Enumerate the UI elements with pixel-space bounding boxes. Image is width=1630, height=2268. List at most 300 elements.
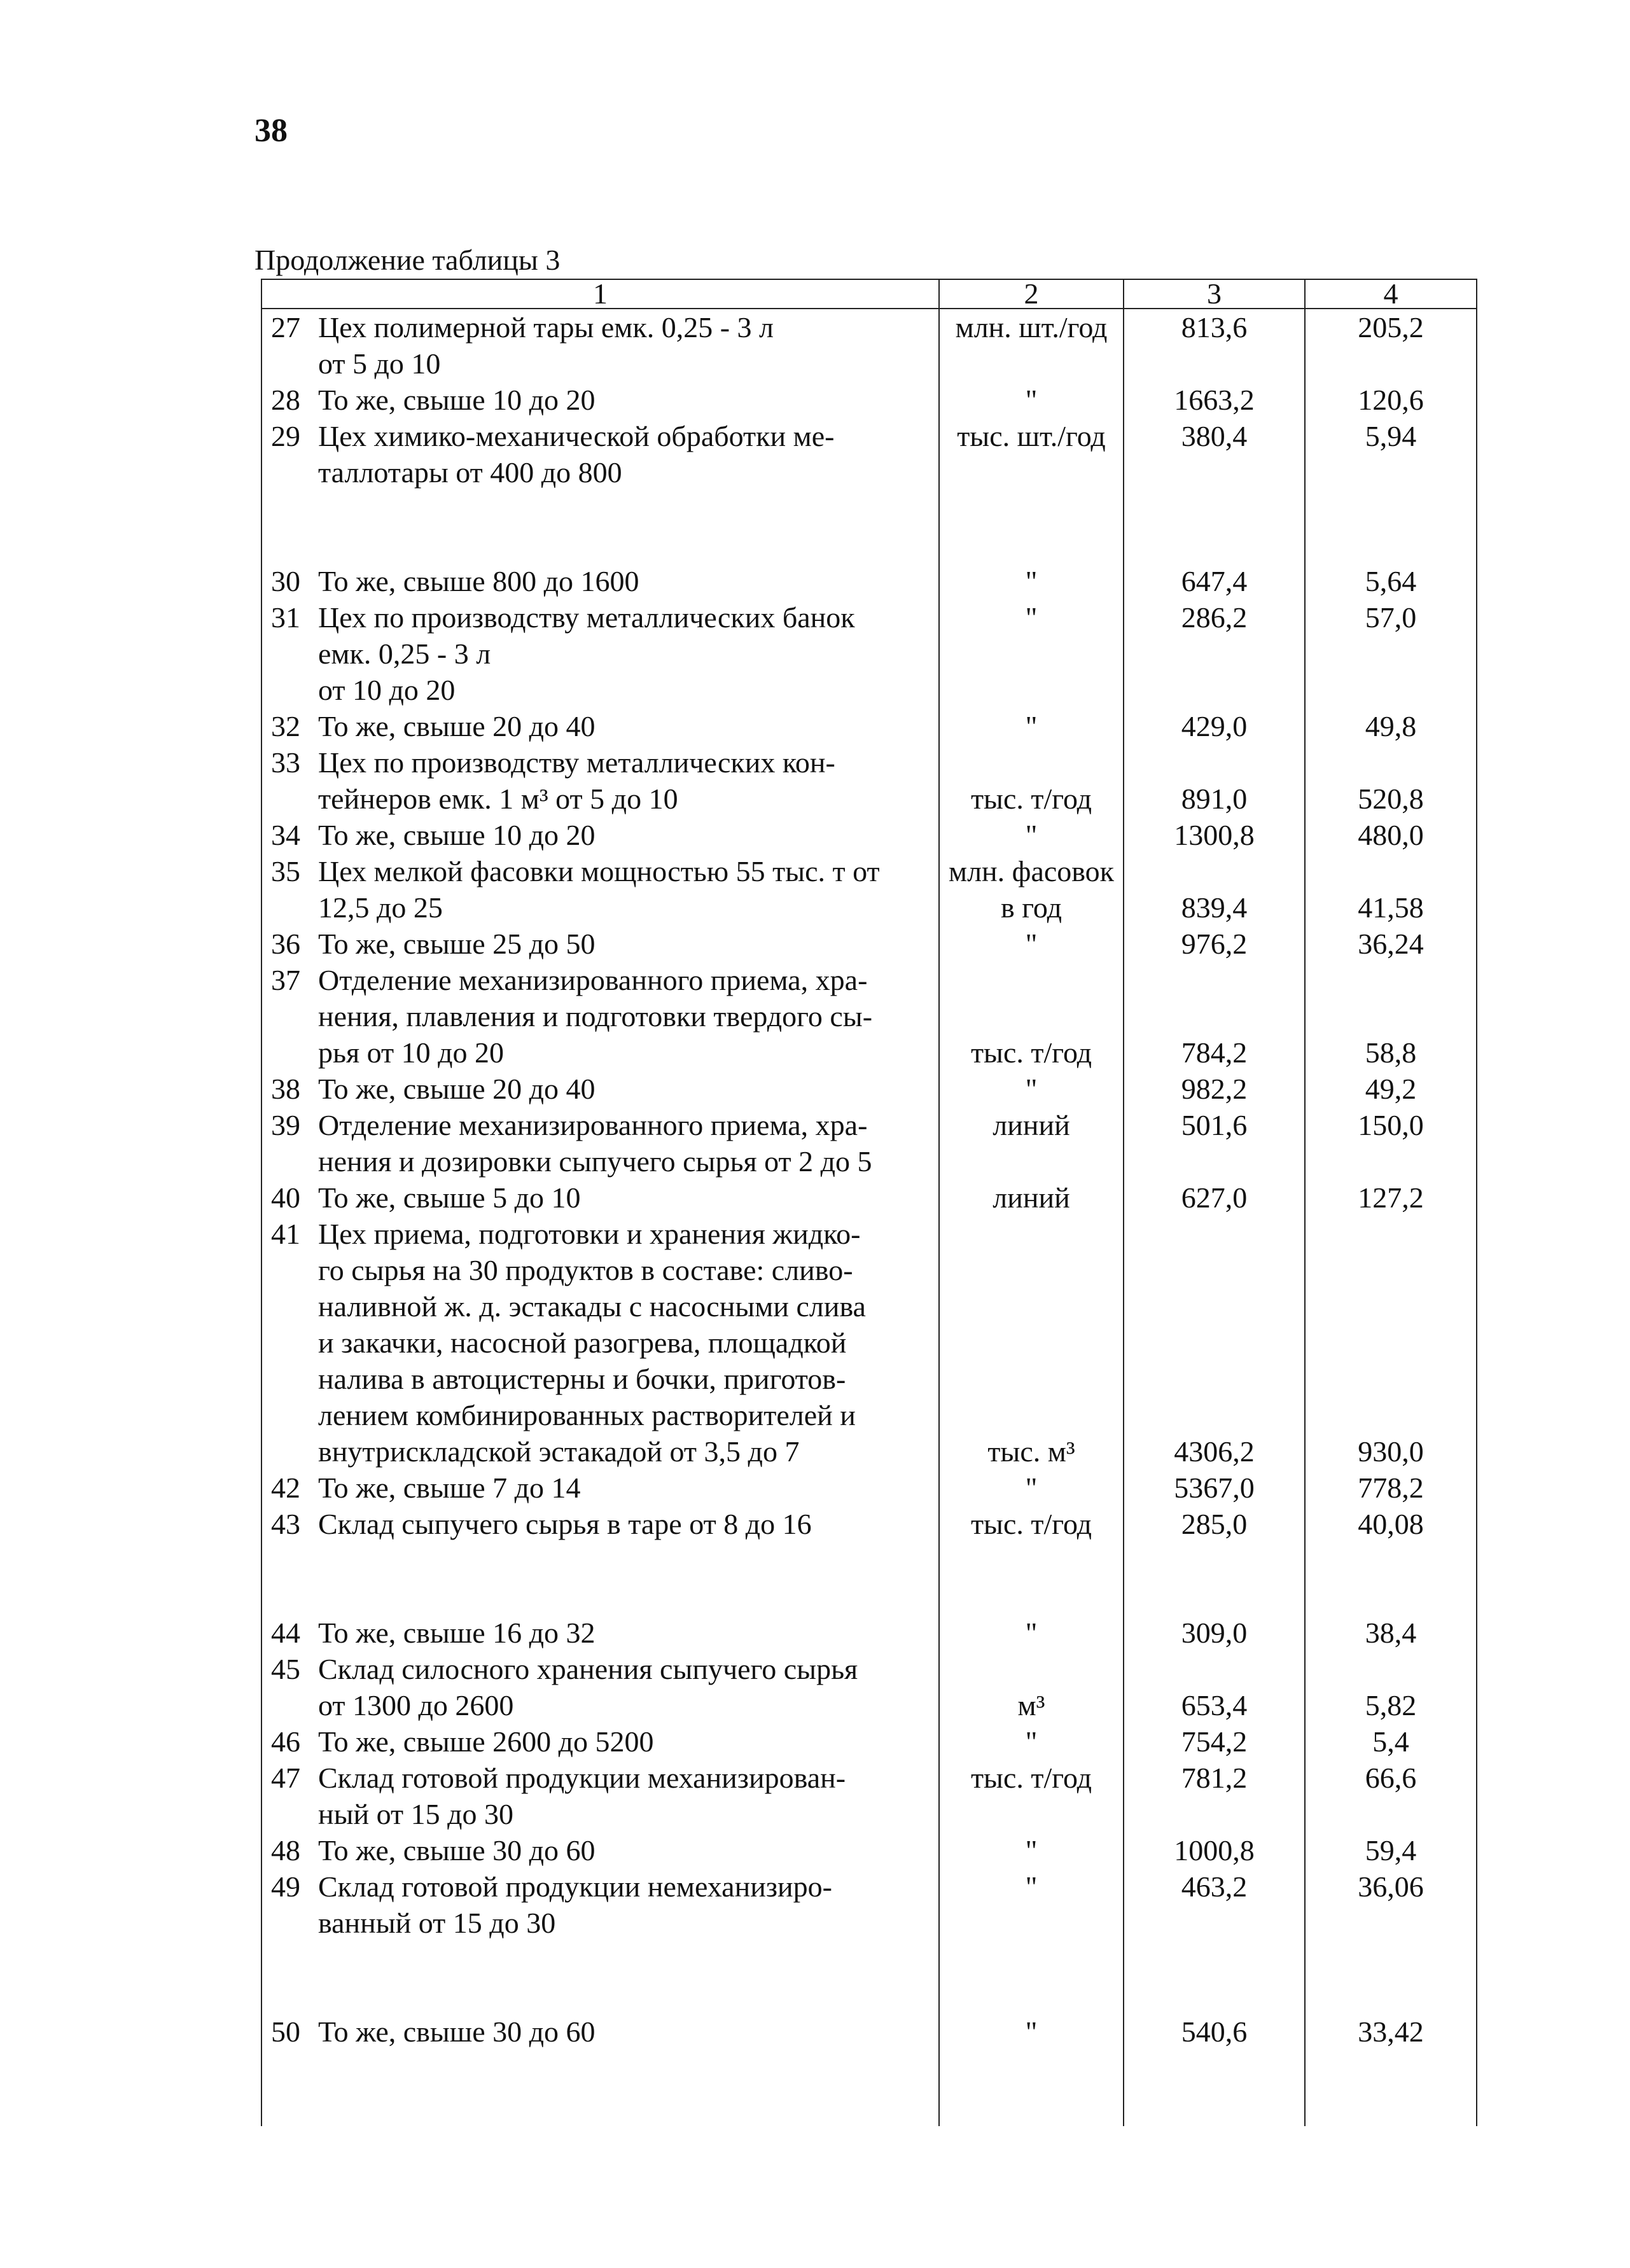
cell-spacer (1124, 1361, 1304, 1397)
cell-value: 4306,2 (1174, 1435, 1255, 1468)
row-description (318, 1723, 938, 1760)
description-line: лением комбинированных растворителей и (318, 1399, 856, 1431)
description-line: Цех мелкой фасовки мощностью 55 тыс. т от (318, 855, 880, 887)
row-unit-cell (939, 853, 1124, 926)
table-row (261, 1179, 1477, 1216)
spacer-cell (261, 1941, 939, 2014)
row-description (318, 1216, 938, 1470)
row-value-col4 (1305, 1760, 1477, 1832)
row-description-cell (261, 1107, 939, 1179)
row-description-cell (261, 599, 939, 708)
row-value-col4 (1305, 599, 1477, 708)
cell-value: 150,0 (1358, 1109, 1424, 1141)
row-number: 31 (271, 601, 300, 634)
cell-spacer (1124, 1252, 1304, 1288)
table-spacer-row (261, 490, 1477, 563)
cell-spacer (1306, 1252, 1476, 1288)
row-value-col4 (1305, 1071, 1477, 1107)
row-description (318, 708, 938, 744)
row-description (318, 2014, 938, 2050)
row-description-cell (261, 926, 939, 962)
data-table (261, 279, 1477, 2126)
cell-value: 380,4 (1181, 420, 1248, 452)
cell-spacer (940, 1397, 1123, 1433)
description-line: То же, свыше 25 до 50 (318, 928, 596, 960)
column-header-4: 4 (1305, 279, 1477, 309)
description-line: Склад силосного хранения сыпучего сырья (318, 1653, 858, 1685)
row-description (318, 1506, 938, 1542)
cell-value: 66,6 (1365, 1762, 1417, 1794)
spacer-cell (939, 1542, 1124, 1615)
table-row (261, 962, 1477, 1071)
row-description (318, 1651, 938, 1723)
cell-spacer (1124, 1651, 1304, 1687)
row-value-col3 (1124, 418, 1305, 490)
cell-value: 930,0 (1358, 1435, 1424, 1468)
description-line: То же, свыше 16 до 32 (318, 1617, 596, 1649)
cell-value: 501,6 (1181, 1109, 1248, 1141)
row-unit-cell (939, 1868, 1124, 1941)
trailing-cell (1124, 2050, 1305, 2126)
row-value-col4 (1305, 926, 1477, 962)
description-line: То же, свыше 10 до 20 (318, 384, 596, 416)
row-description (318, 418, 938, 490)
spacer-cell (261, 490, 939, 563)
row-value-col3 (1124, 1071, 1305, 1107)
row-description (318, 962, 938, 1071)
table-caption: Продолжение таблицы 3 (254, 244, 561, 276)
row-number: 38 (271, 1073, 300, 1105)
row-number: 47 (271, 1762, 300, 1794)
row-description-cell (261, 744, 939, 817)
row-description (318, 1470, 938, 1506)
spacer-cell (1305, 1941, 1477, 2014)
description-line: Склад готовой продукции механизирован- (318, 1762, 846, 1794)
description-line: наливной ж. д. эстакады с насосными слива (318, 1290, 866, 1323)
cell-value: " (1025, 1870, 1038, 1903)
row-number: 36 (271, 928, 300, 960)
cell-spacer (1124, 1325, 1304, 1361)
cell-value: 5,94 (1365, 420, 1417, 452)
row-number: 39 (271, 1109, 300, 1141)
row-unit-cell (939, 1651, 1124, 1723)
cell-value: 540,6 (1181, 2015, 1248, 2048)
table-row (261, 599, 1477, 708)
row-value-col4 (1305, 708, 1477, 744)
row-value-col4 (1305, 2014, 1477, 2050)
page-number: 38 (254, 113, 288, 149)
description-line: от 1300 до 2600 (318, 1689, 514, 1722)
row-number: 27 (271, 311, 300, 344)
row-value-col4 (1305, 1615, 1477, 1651)
spacer-cell (261, 1542, 939, 1615)
row-value-col4 (1305, 309, 1477, 382)
description-line: Отделение механизированного приема, хра- (318, 964, 868, 996)
cell-value: 839,4 (1181, 891, 1248, 924)
cell-spacer (940, 998, 1123, 1034)
cell-value: 286,2 (1181, 601, 1248, 634)
description-line: от 10 до 20 (318, 674, 456, 706)
description-line: 12,5 до 25 (318, 891, 443, 924)
row-value-col3 (1124, 309, 1305, 382)
row-description (318, 1760, 938, 1832)
row-value-col3 (1124, 1615, 1305, 1651)
cell-value: 49,2 (1365, 1073, 1417, 1105)
row-value-col3 (1124, 1506, 1305, 1542)
table-container (261, 279, 1476, 2126)
cell-value: 58,8 (1365, 1036, 1417, 1069)
row-value-col3 (1124, 1760, 1305, 1832)
spacer-cell (939, 1941, 1124, 2014)
row-value-col3 (1124, 1107, 1305, 1179)
table-row (261, 1832, 1477, 1868)
trailing-cell (1305, 2050, 1477, 2126)
table-row (261, 1470, 1477, 1506)
table-row (261, 1651, 1477, 1723)
row-number: 28 (271, 384, 300, 416)
cell-value: линий (993, 1109, 1070, 1141)
table-header-row (261, 279, 1477, 309)
row-description-cell (261, 1760, 939, 1832)
row-value-col3 (1124, 382, 1305, 418)
description-line: То же, свыше 7 до 14 (318, 1471, 581, 1504)
row-number: 46 (271, 1725, 300, 1758)
row-unit-cell (939, 962, 1124, 1071)
cell-value: " (1025, 601, 1038, 634)
row-value-col3 (1124, 744, 1305, 817)
row-description-cell (261, 962, 939, 1071)
table-row (261, 1760, 1477, 1832)
row-unit-cell (939, 1506, 1124, 1542)
cell-value: " (1025, 928, 1038, 960)
row-value-col4 (1305, 744, 1477, 817)
spacer-cell (1124, 1941, 1305, 2014)
table-row (261, 708, 1477, 744)
cell-value: 891,0 (1181, 783, 1248, 815)
cell-spacer (1124, 744, 1304, 781)
row-number: 37 (271, 964, 300, 996)
cell-value: 647,4 (1181, 565, 1248, 597)
spacer-cell (939, 490, 1124, 563)
row-number: 35 (271, 855, 300, 887)
trailing-cell (939, 2050, 1124, 2126)
cell-value: 429,0 (1181, 710, 1248, 742)
cell-value: " (1025, 1471, 1038, 1504)
cell-spacer (940, 1288, 1123, 1325)
cell-spacer (1124, 853, 1304, 889)
row-unit-cell (939, 563, 1124, 599)
row-unit-cell (939, 1107, 1124, 1179)
table-row (261, 926, 1477, 962)
description-line: То же, свыше 5 до 10 (318, 1181, 581, 1214)
description-line: нения и дозировки сыпучего сырья от 2 до 5 (318, 1145, 872, 1178)
cell-spacer (940, 1651, 1123, 1687)
row-unit-cell (939, 817, 1124, 853)
table-row (261, 1071, 1477, 1107)
row-value-col4 (1305, 1723, 1477, 1760)
row-description (318, 1179, 938, 1216)
row-value-col3 (1124, 817, 1305, 853)
description-line: То же, свыше 30 до 60 (318, 1834, 596, 1867)
row-unit-cell (939, 309, 1124, 382)
cell-value: 781,2 (1181, 1762, 1248, 1794)
table-spacer-row (261, 1542, 1477, 1615)
cell-value: 57,0 (1365, 601, 1417, 634)
row-value-col3 (1124, 1179, 1305, 1216)
cell-value: тыс. т/год (970, 1036, 1092, 1069)
row-number: 44 (271, 1617, 300, 1649)
row-unit-cell (939, 1216, 1124, 1470)
row-number: 45 (271, 1653, 300, 1685)
row-value-col4 (1305, 1506, 1477, 1542)
cell-spacer (940, 1252, 1123, 1288)
description-line: Склад сыпучего сырья в таре от 8 до 16 (318, 1508, 812, 1540)
cell-value: тыс. шт./год (957, 420, 1106, 452)
cell-value: тыс. т/год (970, 783, 1092, 815)
table-row (261, 1216, 1477, 1470)
description-line: То же, свыше 20 до 40 (318, 1073, 596, 1105)
column-header-3: 3 (1124, 279, 1305, 309)
row-description (318, 1071, 938, 1107)
cell-spacer (1124, 1288, 1304, 1325)
description-line: То же, свыше 30 до 60 (318, 2015, 596, 2048)
table-row (261, 418, 1477, 490)
table-row (261, 563, 1477, 599)
cell-value: " (1025, 565, 1038, 597)
row-value-col3 (1124, 2014, 1305, 2050)
row-value-col4 (1305, 563, 1477, 599)
cell-value: 40,08 (1358, 1508, 1424, 1540)
row-value-col4 (1305, 962, 1477, 1071)
description-line: Цех химико-механической обработки ме- (318, 420, 835, 452)
row-number: 29 (271, 420, 300, 452)
cell-value: " (1025, 710, 1038, 742)
row-description (318, 1832, 938, 1868)
description-line: Склад готовой продукции немеханизиро- (318, 1870, 832, 1903)
row-unit-cell (939, 744, 1124, 817)
description-line: ванный от 15 до 30 (318, 1907, 556, 1939)
unit-line: в год (1000, 891, 1062, 924)
row-value-col3 (1124, 962, 1305, 1071)
spacer-cell (1124, 490, 1305, 563)
row-unit-cell (939, 1470, 1124, 1506)
cell-value: 1000,8 (1174, 1834, 1255, 1867)
cell-value: 627,0 (1181, 1181, 1248, 1214)
cell-spacer (1124, 1397, 1304, 1433)
cell-value: 813,6 (1181, 311, 1248, 344)
description-line: То же, свыше 800 до 1600 (318, 565, 639, 597)
description-line: То же, свыше 2600 до 5200 (318, 1725, 654, 1758)
spacer-cell (1305, 490, 1477, 563)
row-description-cell (261, 1615, 939, 1651)
description-line: Цех приема, подготовки и хранения жидко- (318, 1218, 861, 1250)
row-description (318, 1615, 938, 1651)
row-description-cell (261, 2014, 939, 2050)
cell-value: 205,2 (1358, 311, 1424, 344)
row-value-col3 (1124, 563, 1305, 599)
row-unit-cell (939, 1723, 1124, 1760)
description-line: Цех полимерной тары емк. 0,25 - 3 л (318, 311, 774, 344)
row-description-cell (261, 708, 939, 744)
description-line: То же, свыше 20 до 40 (318, 710, 596, 742)
row-value-col4 (1305, 1651, 1477, 1723)
row-value-col3 (1124, 1832, 1305, 1868)
row-number: 32 (271, 710, 300, 742)
row-unit-cell (939, 1615, 1124, 1651)
cell-spacer (1306, 1325, 1476, 1361)
row-value-col3 (1124, 1651, 1305, 1723)
cell-spacer (940, 1216, 1123, 1252)
row-value-col4 (1305, 853, 1477, 926)
table-row (261, 1868, 1477, 1941)
row-description-cell (261, 1832, 939, 1868)
cell-spacer (940, 744, 1123, 781)
cell-value: 1300,8 (1174, 819, 1255, 851)
row-description-cell (261, 418, 939, 490)
column-header-2: 2 (939, 279, 1124, 309)
row-unit-cell (939, 708, 1124, 744)
row-number: 48 (271, 1834, 300, 1867)
row-value-col3 (1124, 1723, 1305, 1760)
row-description-cell (261, 1506, 939, 1542)
row-value-col4 (1305, 817, 1477, 853)
cell-value: 754,2 (1181, 1725, 1248, 1758)
row-value-col4 (1305, 1832, 1477, 1868)
row-description-cell (261, 817, 939, 853)
row-number: 33 (271, 746, 300, 779)
cell-spacer (1306, 1288, 1476, 1325)
row-description (318, 744, 938, 817)
row-number: 30 (271, 565, 300, 597)
row-unit-cell (939, 1179, 1124, 1216)
row-description-cell (261, 1216, 939, 1470)
cell-spacer (1306, 1361, 1476, 1397)
cell-spacer (1306, 1216, 1476, 1252)
description-line: Отделение механизированного приема, хра- (318, 1109, 868, 1141)
row-number: 40 (271, 1181, 300, 1214)
description-line: внутрискладской эстакадой от 3,5 до 7 (318, 1435, 800, 1468)
row-description-cell (261, 853, 939, 926)
cell-spacer (1306, 998, 1476, 1034)
row-number: 42 (271, 1471, 300, 1504)
cell-value: линий (993, 1181, 1070, 1214)
cell-spacer (1306, 1397, 1476, 1433)
table-row (261, 2014, 1477, 2050)
row-unit-cell (939, 382, 1124, 418)
cell-value: 5367,0 (1174, 1471, 1255, 1504)
cell-value: 59,4 (1365, 1834, 1417, 1867)
cell-spacer (1306, 962, 1476, 998)
row-value-col4 (1305, 1216, 1477, 1470)
description-line: Цех по производству металлических банок (318, 601, 855, 634)
cell-value: 982,2 (1181, 1073, 1248, 1105)
table-spacer-row (261, 1941, 1477, 2014)
row-value-col3 (1124, 708, 1305, 744)
description-line: Цех по производству металлических кон- (318, 746, 835, 779)
row-unit-cell (939, 599, 1124, 708)
row-value-col3 (1124, 1216, 1305, 1470)
column-header-1: 1 (261, 279, 939, 309)
row-value-col4 (1305, 382, 1477, 418)
row-description (318, 382, 938, 418)
cell-value: 653,4 (1181, 1689, 1248, 1722)
cell-spacer (1306, 744, 1476, 781)
cell-spacer (940, 1325, 1123, 1361)
row-value-col3 (1124, 926, 1305, 962)
table-row (261, 382, 1477, 418)
row-description (318, 599, 938, 708)
table-body (261, 309, 1477, 2126)
row-value-col4 (1305, 418, 1477, 490)
cell-spacer (940, 962, 1123, 998)
cell-value: 520,8 (1358, 783, 1424, 815)
row-value-col4 (1305, 1107, 1477, 1179)
row-number: 43 (271, 1508, 300, 1540)
description-line: ный от 15 до 30 (318, 1798, 514, 1830)
row-description-cell (261, 1868, 939, 1941)
table-row (261, 853, 1477, 926)
cell-value: 127,2 (1358, 1181, 1424, 1214)
row-description-cell (261, 382, 939, 418)
row-value-col4 (1305, 1868, 1477, 1941)
row-description-cell (261, 563, 939, 599)
cell-value: 33,42 (1358, 2015, 1424, 2048)
cell-value: тыс. м³ (987, 1435, 1075, 1468)
cell-value: 36,24 (1358, 928, 1424, 960)
table-row (261, 309, 1477, 382)
row-number: 34 (271, 819, 300, 851)
row-description-cell (261, 1723, 939, 1760)
description-line: го сырья на 30 продуктов в составе: сливо- (318, 1254, 853, 1286)
cell-value: " (1025, 1617, 1038, 1649)
table-row (261, 744, 1477, 817)
row-value-col3 (1124, 1868, 1305, 1941)
row-unit-cell (939, 418, 1124, 490)
cell-value: 285,0 (1181, 1508, 1248, 1540)
cell-value: 38,4 (1365, 1617, 1417, 1649)
cell-spacer (1306, 1651, 1476, 1687)
row-value-col4 (1305, 1179, 1477, 1216)
row-unit-cell (939, 2014, 1124, 2050)
cell-value: 5,82 (1365, 1689, 1417, 1722)
row-number: 41 (271, 1218, 300, 1250)
cell-value: " (1025, 384, 1038, 416)
cell-value: 463,2 (1181, 1870, 1248, 1903)
cell-value: 41,58 (1358, 891, 1424, 924)
spacer-cell (1305, 1542, 1477, 1615)
row-description-cell (261, 309, 939, 382)
cell-value: 5,64 (1365, 565, 1417, 597)
description-line: нения, плавления и подготовки твердого сы- (318, 1000, 873, 1033)
description-line: емк. 0,25 - 3 л (318, 637, 491, 670)
cell-value: 5,4 (1372, 1725, 1409, 1758)
cell-spacer (1124, 962, 1304, 998)
table-row (261, 1506, 1477, 1542)
cell-value: млн. шт./год (955, 311, 1108, 344)
description-line: и закачки, насосной разогрева, площадкой (318, 1326, 847, 1359)
cell-spacer (1124, 998, 1304, 1034)
row-value-col3 (1124, 1470, 1305, 1506)
cell-value: 49,8 (1365, 710, 1417, 742)
row-description (318, 853, 938, 926)
cell-value: 1663,2 (1174, 384, 1255, 416)
row-value-col3 (1124, 853, 1305, 926)
cell-value: 120,6 (1358, 384, 1424, 416)
row-value-col3 (1124, 599, 1305, 708)
table-row (261, 1107, 1477, 1179)
row-description (318, 817, 938, 853)
cell-value: 480,0 (1358, 819, 1424, 851)
